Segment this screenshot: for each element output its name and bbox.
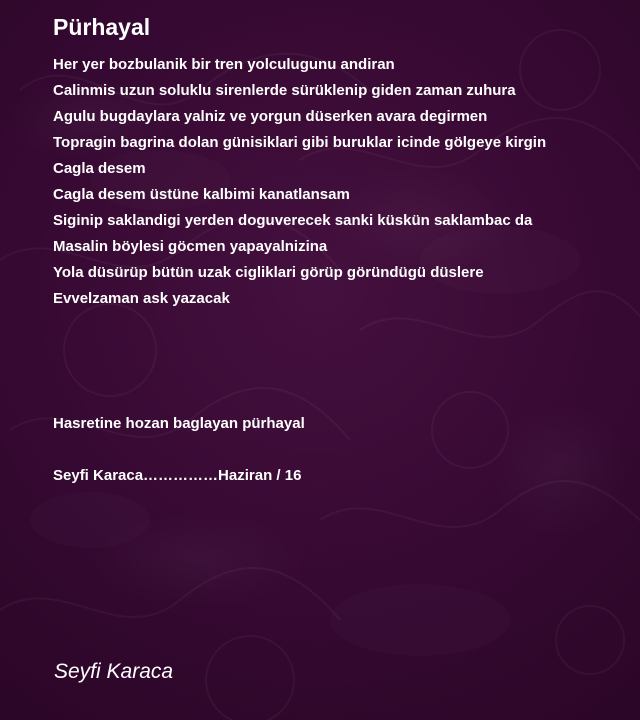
poem-line: Masalin böylesi göcmen yapayalnizina — [53, 238, 328, 255]
author-name: Seyfi Karaca — [54, 660, 174, 683]
poem-body — [53, 52, 546, 312]
poem-line: Cagla desem üstüne kalbimi kanatlansam — [53, 186, 350, 203]
poem-line: Siginip saklandigi yerden doguverecek sanki küskün saklambac da — [53, 212, 533, 229]
poem-line: Yola düsürüp bütün uzak cigliklari görüp göründügü düslere — [53, 264, 484, 281]
poem-line: Evvelzaman ask yazacak — [53, 290, 230, 307]
poem-line: Calinmis uzun soluklu sirenlerde sürüklenip giden zaman zuhura — [53, 82, 516, 99]
poem-line: Her yer bozbulanik bir tren yolculugunu andiran — [53, 56, 395, 73]
poem-line: Topragin bagrina dolan günisiklari gibi buruklar icinde gölgeye kirgin — [53, 134, 547, 151]
poem-title: Pürhayal — [53, 14, 151, 40]
poem-dedication: Hasretine hozan baglayan pürhayal — [53, 415, 305, 432]
poem-signature-date: Seyfi Karaca……………Haziran / 16 — [53, 467, 302, 484]
poem-line: Agulu bugdaylara yalniz ve yorgun düserken avara degirmen — [53, 108, 488, 125]
poem-line: Cagla desem — [53, 160, 146, 177]
